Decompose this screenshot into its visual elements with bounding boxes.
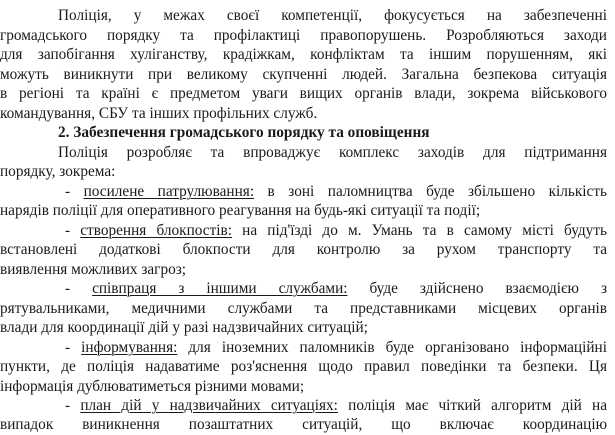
list-item-line xyxy=(0,357,607,377)
list-item-line xyxy=(0,377,607,397)
line-text: Поліція розробляє та впроваджує комплекс заходів для підтримання xyxy=(58,144,607,161)
line-text: порядку, зокрема: xyxy=(0,163,116,180)
paragraph-line xyxy=(0,84,607,104)
list-dash: - xyxy=(65,339,71,356)
list-item-line xyxy=(65,182,607,202)
list-term: посилене патрулювання: xyxy=(83,183,255,200)
paragraph-line xyxy=(58,143,607,163)
line-text: для запобігання хуліганству, крадіжкам, конфліктам та іншим порушенням, які xyxy=(0,46,607,63)
list-term: інформування: xyxy=(81,339,178,356)
paragraph-line xyxy=(58,6,607,26)
list-item-line xyxy=(65,396,607,416)
line-text: рятувальниками, медичними службами та представниками місцевих органів xyxy=(0,300,607,317)
list-item-line xyxy=(65,338,607,358)
list-term: створення блокпостів: xyxy=(80,222,233,239)
line-text: виявлення можливих загроз; xyxy=(0,261,187,278)
line-text: встановлені додаткові блокпости для контролю за рухом транспорту та xyxy=(0,241,607,258)
line-text: можуть виникнути при великому скупченні людей. Загальна безпекова ситуація xyxy=(0,66,607,83)
line-text: Поліція, у межах своєї компетенції, фокусується на забезпеченні xyxy=(58,7,607,24)
list-dash: - xyxy=(65,397,71,414)
list-item-line xyxy=(0,299,607,319)
list-item-line xyxy=(0,201,607,221)
paragraph-line xyxy=(0,26,607,46)
line-text: в регіоні та країні є предметом уваги вищих органів влади, зокрема військового xyxy=(0,85,607,102)
line-text: влади для координації дій у разі надзвичайних ситуацій; xyxy=(0,319,368,336)
heading-text: 2. Забезпечення громадського порядку та оповіщення xyxy=(58,124,430,141)
paragraph-line xyxy=(0,104,607,124)
line-text: випадок виникнення позаштатних ситуацій, що включає координацію xyxy=(0,416,607,433)
list-text: буде здійснено взаємодією з xyxy=(347,280,607,297)
line-text: інформація дублюватиметься різними мовами; xyxy=(0,378,305,395)
list-dash: - xyxy=(65,280,71,297)
list-item-line xyxy=(0,240,607,260)
list-item-line xyxy=(65,221,607,241)
list-dash: - xyxy=(65,183,71,200)
paragraph-line xyxy=(0,45,607,65)
list-text: поліція має чіткий алгоритм дій на xyxy=(337,397,607,414)
list-text: для іноземних паломників буде організовано інформаційні xyxy=(177,339,607,356)
list-item-line xyxy=(0,318,607,338)
line-text: громадського порядку та профілактиці правопорушень. Розробляються заходи xyxy=(0,27,607,44)
line-text: пункти, де поліція надаватиме роз'яснення щодо правил поведінки та безпеки. Ця xyxy=(0,358,607,375)
section-heading xyxy=(58,123,607,143)
line-text: командування, СБУ та інших профільних служб. xyxy=(0,105,318,122)
list-text: на під'їзді до м. Умань та в самому місті будуть xyxy=(232,222,607,239)
line-text: нарядів поліції для оперативного реагування на будь-які ситуації та події; xyxy=(0,202,481,219)
list-item-line xyxy=(65,279,607,299)
list-term: співпраця з іншими службами: xyxy=(92,280,348,297)
list-item-line xyxy=(0,260,607,280)
paragraph-line xyxy=(0,162,607,182)
list-text: в зоні паломництва буде збільшено кількість xyxy=(254,183,608,200)
list-dash: - xyxy=(65,222,71,239)
list-item-line xyxy=(0,415,607,435)
paragraph-line xyxy=(0,65,607,85)
list-term: план дій у надзвичайних ситуаціях: xyxy=(80,397,338,414)
